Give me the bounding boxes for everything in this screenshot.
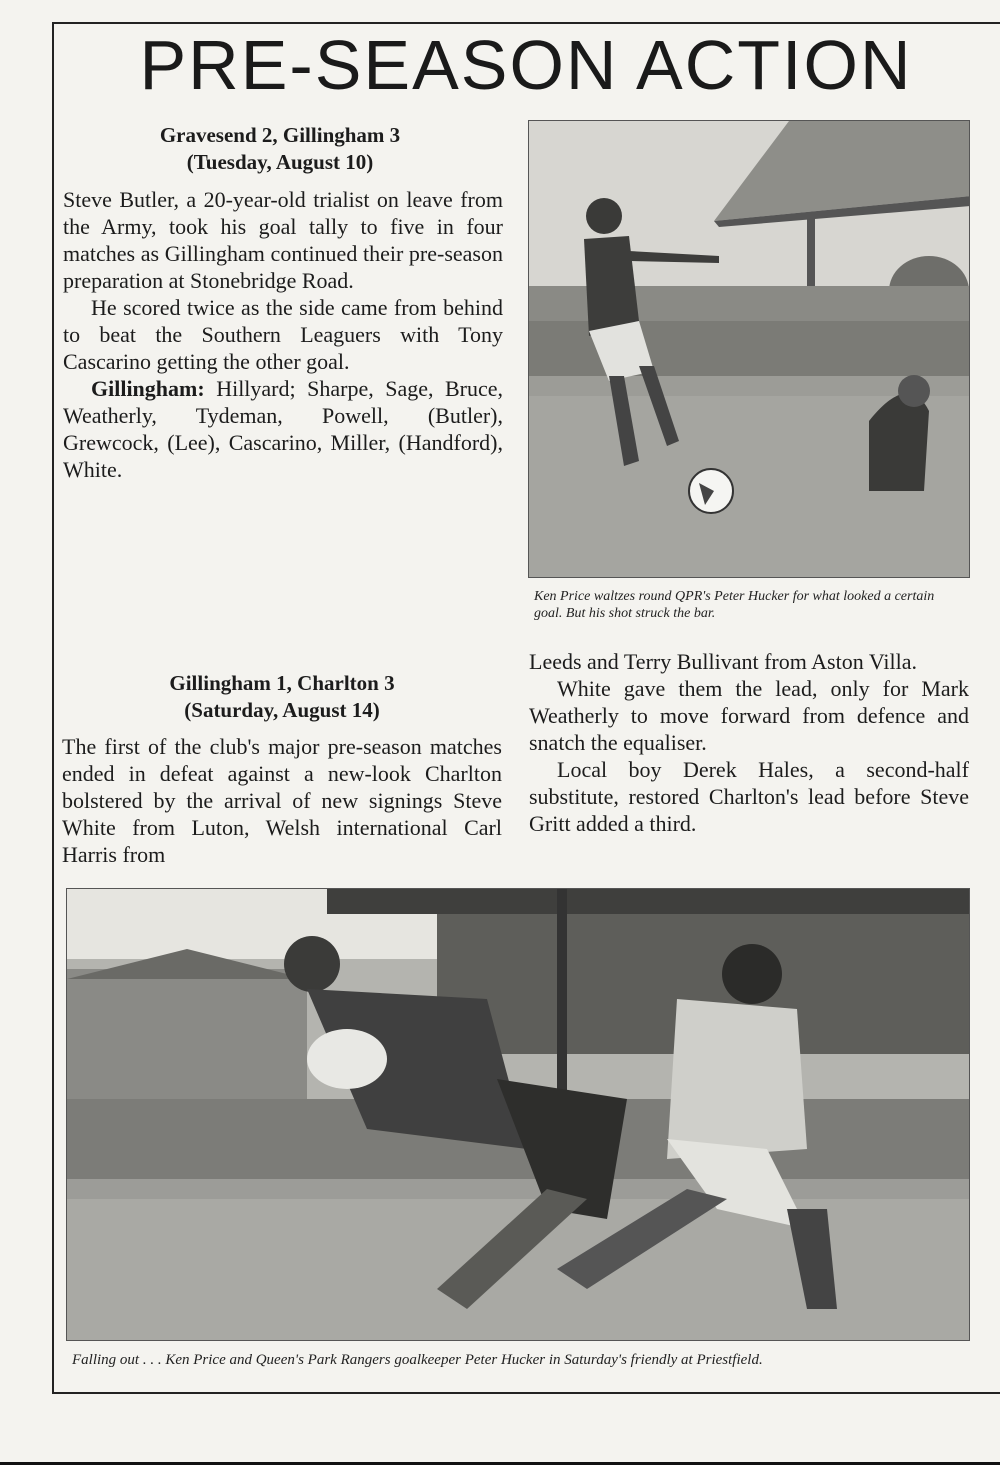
article2-paragraph: Local boy Derek Hales, a second-half substitute, restored Charlton's lead before Steve Gritt added a third. (529, 757, 969, 836)
article2-column-left (62, 733, 502, 868)
article1-heading-line2: (Tuesday, August 10) (186, 150, 374, 174)
photo-ken-price-shot-image (529, 121, 970, 578)
photo2-caption: Falling out . . . Ken Price and Queen's Park Rangers goalkeeper Peter Hucker in Saturday's friendly at Priestfield. (72, 1352, 763, 1368)
article2-paragraph-continued: Leeds and Terry Bullivant from Aston Villa. (529, 649, 917, 674)
article2-heading-line1: Gillingham 1, Charlton 3 (169, 671, 395, 695)
article2-paragraph: The first of the club's major pre-season matches ended in defeat against a new-look Charlton bolstered by the arrival of new signings Steve White from Luton, Welsh international Carl Harris from (62, 734, 502, 867)
photo-falling-out (66, 888, 970, 1341)
article1-paragraph: He scored twice as the side came from behind to beat the Southern Leaguers with Tony Cascarino getting the other goal. (63, 295, 503, 374)
article2-column-right (529, 648, 969, 837)
article1-heading-line1: Gravesend 2, Gillingham 3 (159, 123, 401, 147)
article2-heading (112, 670, 452, 724)
photo1-caption: Ken Price waltzes round QPR's Peter Hucker for what looked a certain goal. But his shot struck the bar. (534, 589, 935, 621)
photo-ken-price-shot (528, 120, 970, 578)
page-title: PRE-SEASON ACTION (139, 26, 913, 104)
article1-team-sheet (63, 375, 503, 483)
photo-falling-out-image (67, 889, 970, 1341)
article1-body (63, 186, 503, 483)
article2-heading-line2: (Saturday, August 14) (184, 698, 380, 722)
article2-paragraph: White gave them the lead, only for Mark Weatherly to move forward from defence and snatch the equaliser. (529, 676, 969, 755)
article1-heading (110, 122, 450, 176)
team-list: Hillyard; Sharpe, Sage, Bruce, Weatherly, Tydeman, Powell, (Butler), Grewcock, (Lee), Cascarino, Miller, (Handford), White. (63, 376, 503, 482)
team-label: Gillingham: (91, 376, 205, 401)
article1-paragraph: Steve Butler, a 20-year-old trialist on leave from the Army, took his goal tally to five in four matches as Gillingham continued their pre-season preparation at Stonebridge Road. (63, 187, 503, 293)
